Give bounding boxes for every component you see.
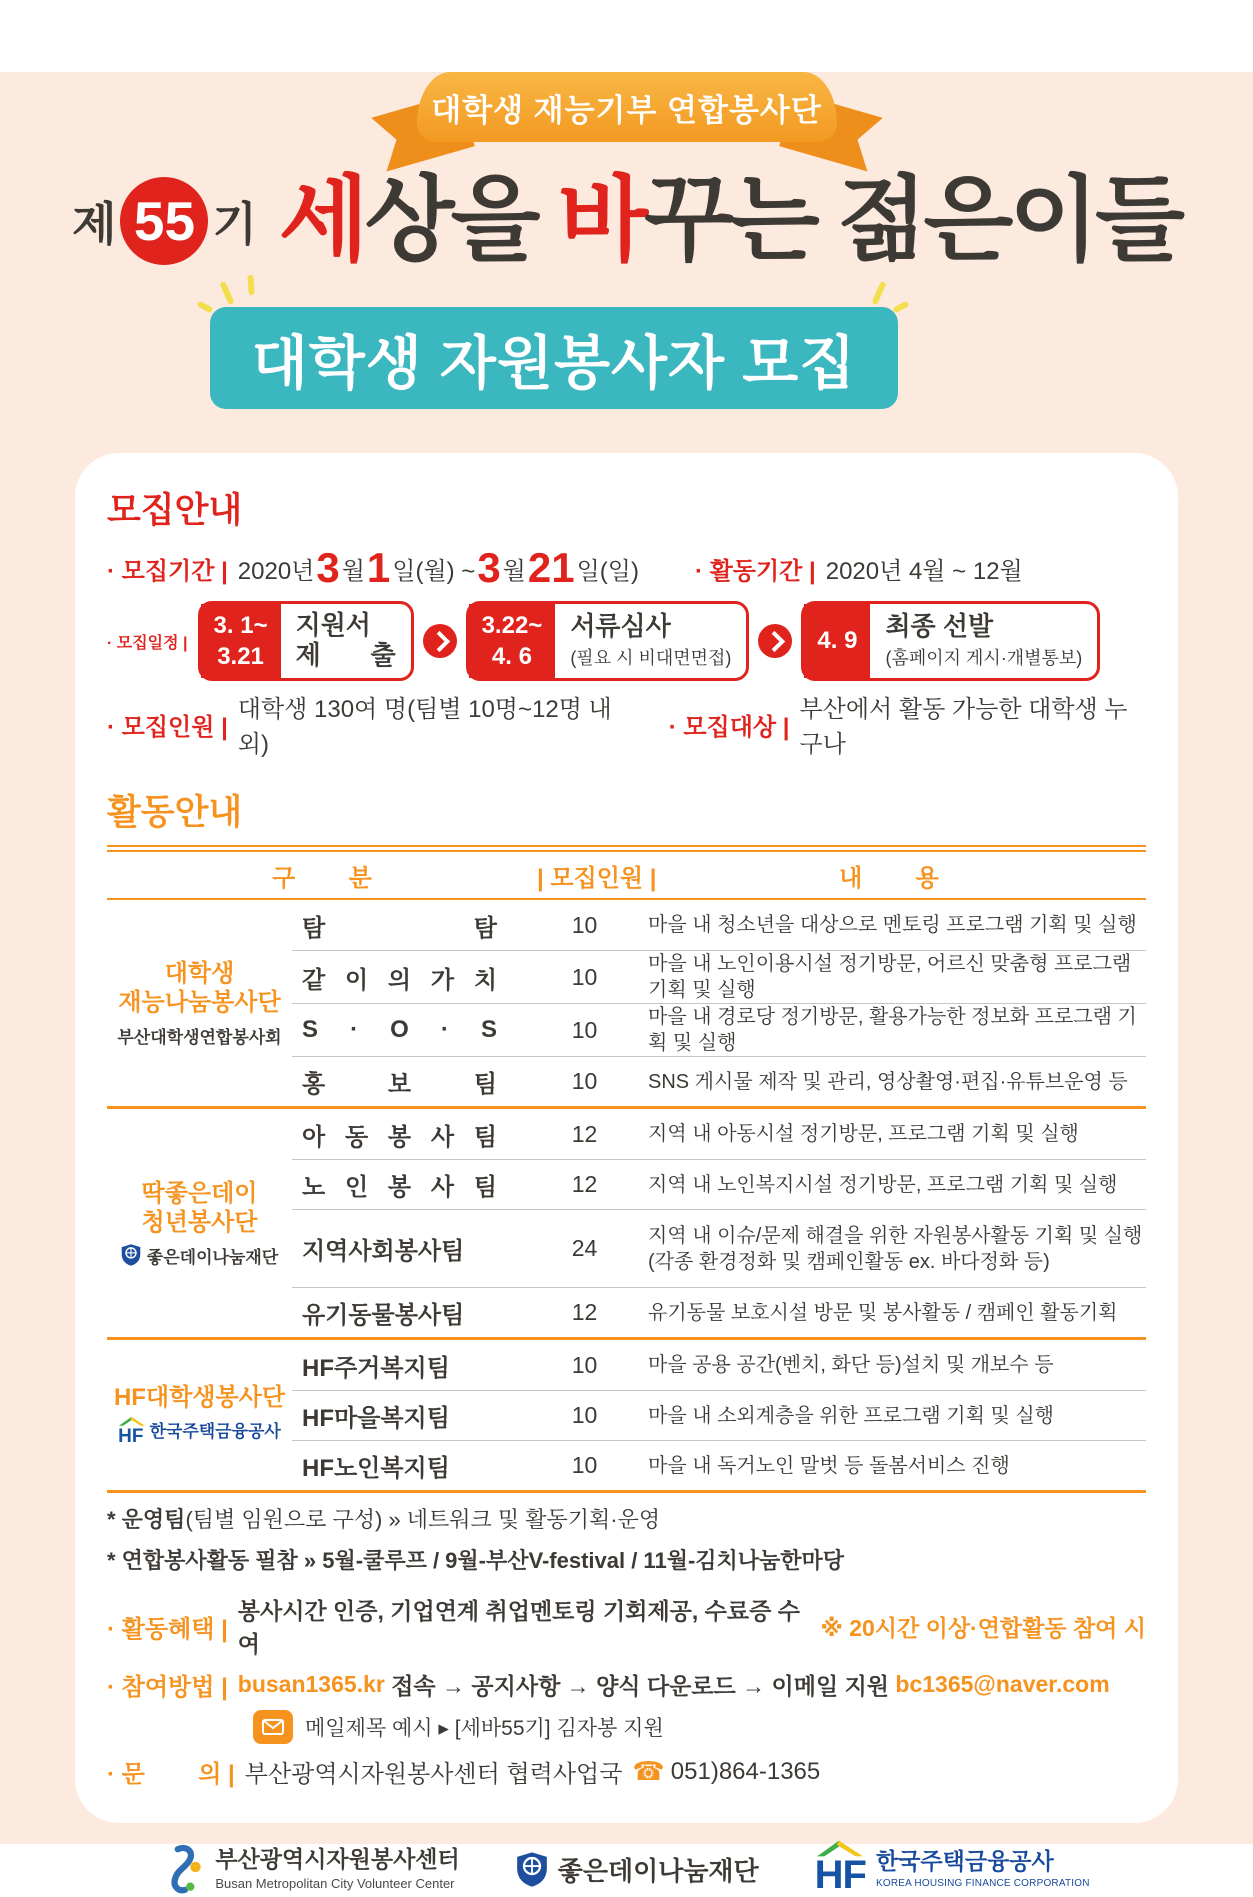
generation-55-badge: 55 bbox=[120, 177, 208, 265]
hf-roof-icon bbox=[817, 1839, 863, 1857]
step1-dates bbox=[201, 604, 281, 678]
table-row-count: 10 bbox=[537, 1440, 632, 1490]
hf-korea-housing-logo bbox=[815, 1843, 1090, 1895]
note1-rest: (팀별 임원으로 구성) » 네트워크 및 활동기획·운영 bbox=[185, 1507, 661, 1532]
mail-example-row bbox=[253, 1710, 1146, 1744]
step3-date: 4. 9 bbox=[817, 627, 858, 655]
footer-logo2-name: 좋은데이나눔재단 bbox=[557, 1855, 759, 1886]
step1-date-line1: 3. 1~ bbox=[213, 611, 268, 639]
schedule-step-2 bbox=[466, 601, 750, 681]
generation-suffix: 기 bbox=[212, 197, 257, 250]
recruit-info-heading: 모집안내 bbox=[107, 491, 243, 530]
step3-title: 최종 선발 bbox=[885, 611, 994, 642]
step2-note: (필요 시 비대면면접) bbox=[570, 647, 732, 668]
headcount-value: 대학생 130여 명(팀별 10명~12명 내외) bbox=[237, 696, 612, 758]
footer-logos bbox=[0, 1843, 1253, 1895]
benefit-condition: ※ 20시간 이상·연합활동 참여 시 bbox=[820, 1614, 1146, 1641]
contact-org: 부산광역시자원봉사센터 협력사업국 bbox=[244, 1761, 623, 1788]
recruit-period-row bbox=[107, 544, 1146, 591]
schedule-step-1 bbox=[198, 601, 414, 681]
group3-name: HF대학생봉사단 bbox=[113, 1383, 286, 1411]
table-group-1 bbox=[107, 900, 1146, 1106]
table-row-desc: 마을 내 소외계층을 위한 프로그램 기획 및 실행 bbox=[632, 1390, 1146, 1440]
step1-date-line2: 3.21 bbox=[217, 643, 264, 670]
note2-rest: 5월-쿨루프 / 9월-부산V-festival / 11월-김치나눔한마당 bbox=[316, 1548, 845, 1573]
step2-dates bbox=[469, 604, 556, 678]
hf-roof-icon bbox=[119, 1416, 145, 1426]
activity-period-label: · 활동기간 | bbox=[694, 557, 816, 585]
period-day-1: 1 bbox=[366, 544, 391, 591]
apply-website-link[interactable]: busan1365.kr bbox=[237, 1671, 385, 1697]
table-row-count: 12 bbox=[537, 1287, 632, 1337]
table-row-desc: 지역 내 아동시설 정기방문, 프로그램 기획 및 실행 bbox=[648, 1123, 1079, 1145]
group1-name-line2: 재능나눔봉사단 bbox=[118, 988, 281, 1016]
step1-body bbox=[281, 604, 411, 678]
table-row-desc: 지역 내 이슈/문제 해결을 위한 자원봉사활동 기획 및 실행 (각종 환경정화 및 캠페인활동 ex. 바다정화 등) bbox=[632, 1209, 1146, 1287]
contact-label: · 문 의 | bbox=[107, 1761, 235, 1788]
table-group-2 bbox=[107, 1106, 1146, 1337]
hf-mark: HF bbox=[815, 1843, 866, 1895]
ribbon-banner-text: 대학생 재능기부 연합봉사단 bbox=[417, 72, 837, 142]
table-row-team: 같 이 의 가 치 bbox=[292, 950, 537, 1003]
recruit-headcount-row bbox=[107, 689, 1146, 759]
mail-example-text: 메일제목 예시 ▸ [세바55기] 김자봉 지원 bbox=[305, 1717, 664, 1740]
col-header-group: 구 분 bbox=[272, 864, 372, 892]
footer-logo3-name: 한국주택금융공사 bbox=[876, 1848, 1054, 1875]
page-title bbox=[278, 168, 1181, 272]
busan-volunteer-center-logo bbox=[163, 1844, 459, 1894]
table-row-desc: 마을 내 청소년을 대상으로 멘토링 프로그램 기획 및 실행 bbox=[648, 914, 1137, 936]
col-header-desc: 내 용 bbox=[839, 864, 939, 892]
benefit-label: · 활동혜택 | bbox=[107, 1615, 228, 1643]
step1-title-line1: 지원서 bbox=[295, 610, 371, 641]
step3-note: (홈페이지 게시·개별통보) bbox=[885, 647, 1083, 668]
footer-logo1-name: 부산광역시자원봉사센터 bbox=[215, 1846, 460, 1873]
period-unit-3: 월 bbox=[502, 557, 526, 585]
group1-name-line1: 대학생 bbox=[164, 959, 235, 987]
note-operating-team bbox=[107, 1503, 1146, 1534]
table-row-count: 10 bbox=[571, 911, 598, 938]
step2-body bbox=[555, 604, 746, 678]
content-card bbox=[75, 453, 1178, 1823]
group2-sub-label bbox=[121, 1243, 278, 1268]
period-year: 2020년 bbox=[237, 557, 315, 585]
step2-date-line2: 4. 6 bbox=[491, 643, 532, 670]
title-seg-red1: 세 bbox=[278, 168, 365, 272]
footer-logo1-sub: Busan Metropolitan City Volunteer Center bbox=[215, 1875, 455, 1891]
subtitle-banner: 대학생 자원봉사자 모집 bbox=[210, 307, 898, 409]
period-day-2: 21 bbox=[527, 544, 575, 591]
poster-page bbox=[0, 72, 1253, 1897]
hf-logo-icon: HF bbox=[118, 1418, 143, 1448]
contact-phone-number[interactable]: 051)864-1365 bbox=[670, 1757, 821, 1785]
period-month-1: 3 bbox=[316, 544, 340, 591]
table-row-desc: 마을 내 노인이용시설 정기방문, 어르신 맞춤형 프로그램 기획 및 실행 bbox=[632, 950, 1146, 1003]
sparkle-icon bbox=[893, 301, 910, 314]
activity-period-value: 2020년 4월 ~ 12월 bbox=[825, 557, 1023, 585]
table-row-team: HF노인복지팀 bbox=[292, 1440, 537, 1490]
group2-name-line2: 청년봉사단 bbox=[141, 1208, 258, 1236]
group1-sub-label: 부산대학생연합봉사회 bbox=[117, 1027, 282, 1047]
group2-label bbox=[107, 1109, 292, 1337]
group3-sub-label bbox=[118, 1418, 281, 1448]
table-row-team: 유기동물봉사팀 bbox=[292, 1287, 537, 1337]
apply-label: · 참여방법 | bbox=[107, 1674, 228, 1701]
sparkle-icon bbox=[197, 301, 214, 314]
apply-email-link[interactable]: bc1365@naver.com bbox=[895, 1671, 1110, 1697]
table-row-desc: 지역 내 노인복지시설 정기방문, 프로그램 기획 및 실행 bbox=[632, 1159, 1146, 1209]
table-row-team: HF마을복지팀 bbox=[292, 1390, 537, 1440]
schedule-label: · 모집일정 | bbox=[107, 634, 188, 652]
period-unit-4: 일(일) bbox=[576, 557, 639, 585]
top-ribbon bbox=[377, 72, 877, 168]
goodday-foundation-logo bbox=[516, 1851, 759, 1888]
table-row-count: 10 bbox=[537, 1390, 632, 1440]
note-joint-activity bbox=[107, 1544, 1146, 1575]
benefit-value: 봉사시간 인증, 기업연계 취업멘토링 기회제공, 수료증 수여 bbox=[237, 1598, 800, 1657]
sparkle-icon bbox=[247, 275, 254, 295]
phone-icon: ☎ bbox=[632, 1756, 665, 1786]
recruit-period-label: · 모집기간 | bbox=[107, 557, 228, 585]
table-row-team: 지역사회봉사팀 bbox=[292, 1209, 537, 1287]
table-row-team: HF주거복지팀 bbox=[302, 1354, 450, 1382]
generation-prefix: 제 bbox=[72, 197, 117, 250]
shield-icon bbox=[121, 1243, 141, 1267]
main-title-row bbox=[0, 168, 1253, 272]
table-row-desc: 유기동물 보호시설 방문 및 봉사활동 / 캠페인 활동기획 bbox=[632, 1287, 1146, 1337]
sparkle-icon bbox=[871, 281, 886, 305]
apply-steps: 접속 → 공지사항 → 양식 다운로드 → 이메일 지원 bbox=[384, 1673, 896, 1699]
table-row-team: 홍 보 팀 bbox=[292, 1056, 537, 1106]
step3-body bbox=[870, 604, 1097, 678]
contact-row bbox=[107, 1754, 1146, 1789]
group2-sub-text: 좋은데이나눔재단 bbox=[146, 1247, 279, 1267]
table-row-count: 12 bbox=[571, 1120, 598, 1147]
group3-sub-text: 한국주택금융공사 bbox=[149, 1422, 281, 1442]
chevron-right-icon bbox=[423, 624, 457, 658]
envelope-icon bbox=[253, 1710, 293, 1744]
target-value: 부산에서 활동 가능한 대학생 누구나 bbox=[799, 696, 1128, 758]
step2-date-line1: 3.22~ bbox=[481, 611, 543, 639]
table-row-desc: 마을 내 경로당 정기방문, 활용가능한 정보화 프로그램 기획 및 실행 bbox=[632, 1003, 1146, 1056]
table-row-team: 노 인 봉 사 팀 bbox=[292, 1159, 537, 1209]
group1-label bbox=[107, 900, 292, 1106]
table-header bbox=[107, 850, 1146, 900]
target-label: · 모집대상 | bbox=[668, 713, 790, 741]
table-row-team: 탐 탐 bbox=[302, 914, 497, 942]
shield-icon bbox=[516, 1851, 548, 1888]
table-row-count: 24 bbox=[537, 1209, 632, 1287]
note2-bold: * 연합봉사활동 필참 » bbox=[107, 1548, 317, 1573]
group3-label bbox=[107, 1340, 292, 1490]
table-row-count: 12 bbox=[537, 1159, 632, 1209]
chevron-right-icon bbox=[758, 624, 792, 658]
table-row-desc: 마을 내 독거노인 말벗 등 돌봄서비스 진행 bbox=[632, 1440, 1146, 1490]
step1-title-line2: 제 출 bbox=[295, 640, 396, 670]
period-month-2: 3 bbox=[477, 544, 501, 591]
title-seg-dark1: 상을 bbox=[364, 168, 559, 272]
recruit-schedule-row bbox=[107, 601, 1146, 681]
table-row-count: 10 bbox=[537, 1003, 632, 1056]
table-row-team: S · O · S bbox=[292, 1003, 537, 1056]
note1-bold: * 운영팀 bbox=[107, 1507, 186, 1532]
period-unit-1: 월 bbox=[341, 557, 365, 585]
sparkle-icon bbox=[219, 281, 234, 305]
schedule-step-3 bbox=[801, 601, 1100, 681]
col-header-count: | 모집인원 | bbox=[537, 864, 657, 892]
footer-logo3-sub: KOREA HOUSING FINANCE CORPORATION bbox=[876, 1877, 1090, 1889]
group2-name-line1: 딱좋은데이 bbox=[141, 1179, 258, 1207]
title-seg-red2: 바 bbox=[558, 168, 645, 272]
activity-info-heading: 활동안내 bbox=[107, 793, 243, 832]
table-row-desc: 마을 공용 공간(벤치, 화단 등)설치 및 개보수 등 bbox=[648, 1354, 1054, 1376]
step2-title: 서류심사 bbox=[570, 611, 671, 642]
period-unit-2: 일(월) ~ bbox=[392, 557, 476, 585]
apply-row bbox=[107, 1667, 1146, 1702]
table-group-3 bbox=[107, 1337, 1146, 1493]
person-icon bbox=[163, 1844, 205, 1894]
activity-table bbox=[107, 845, 1146, 1493]
table-row-team: 아 동 봉 사 팀 bbox=[302, 1123, 497, 1151]
table-row-desc: SNS 게시물 제작 및 관리, 영상촬영·편집·유튜브운영 등 bbox=[632, 1056, 1146, 1106]
table-row-count: 10 bbox=[537, 950, 632, 1003]
benefit-row bbox=[107, 1593, 1146, 1659]
title-seg-dark2: 꾸는 젊은이들 bbox=[644, 168, 1181, 272]
headcount-label: · 모집인원 | bbox=[107, 713, 228, 741]
table-row-count: 10 bbox=[537, 1056, 632, 1106]
table-row-count: 10 bbox=[571, 1351, 598, 1378]
subtitle-wrap bbox=[210, 307, 898, 409]
step3-dates bbox=[804, 604, 870, 678]
